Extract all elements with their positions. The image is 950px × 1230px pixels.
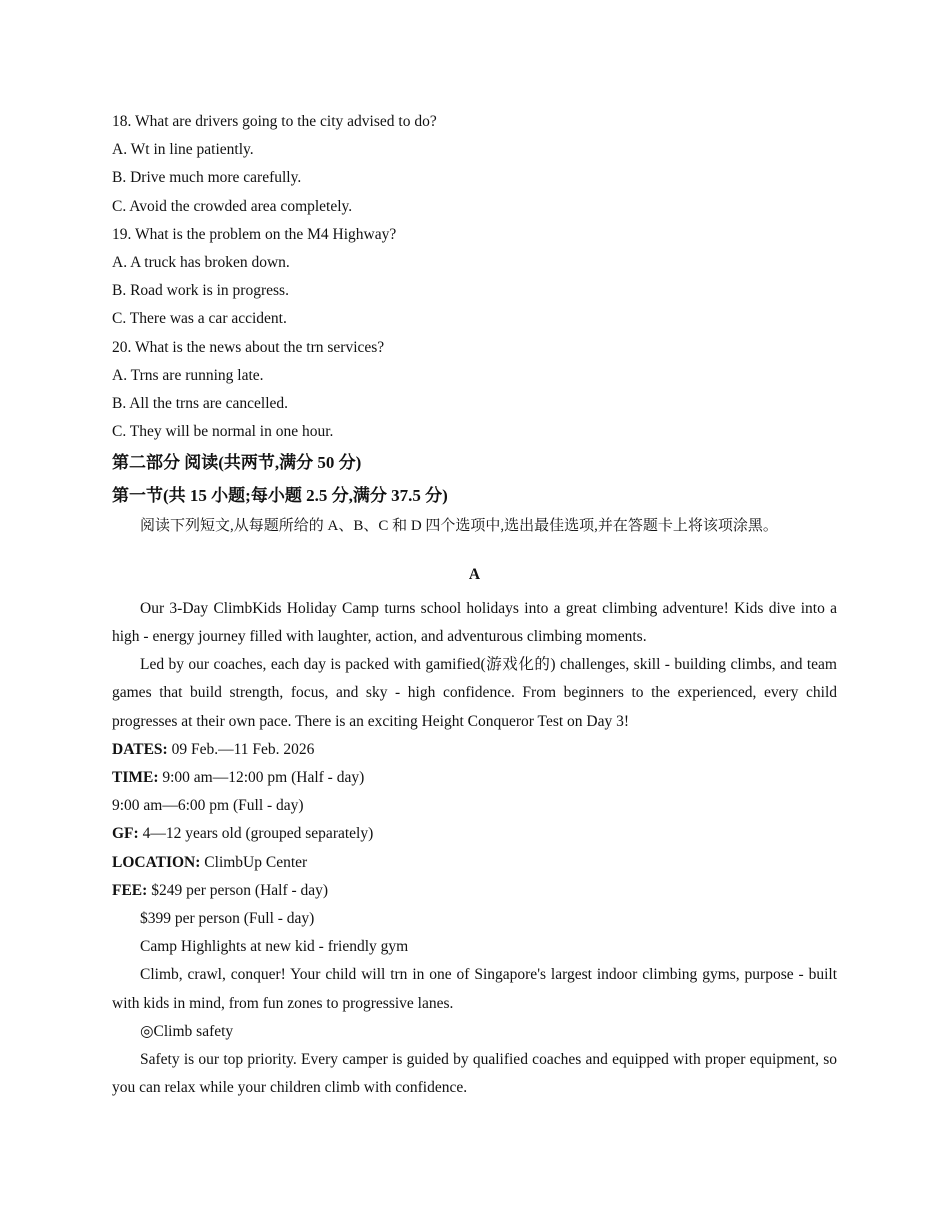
time-label: TIME:: [112, 769, 159, 787]
option-c: C. They will be normal in one hour.: [112, 423, 334, 441]
gf-value: 4—12 years old (grouped separately): [138, 825, 374, 843]
fee-row-2: $399 per person (Full - day): [140, 910, 315, 928]
fee-row: [112, 877, 837, 905]
option-c: C. There was a car accident.: [112, 310, 287, 328]
instruction-text: 阅读下列短文,从每题所给的 A、B、C 和 D 四个选项中,选出最佳选项,并在答题卡上将该项涂黑。: [140, 518, 778, 535]
option-c: C. Avoid the crowded area completely.: [112, 197, 353, 215]
part-title: 第二部分 阅读(共两节,满分 50 分): [112, 453, 362, 473]
location-value: ClimbUp Center: [200, 853, 308, 871]
question-19: [112, 221, 837, 334]
passage-label: A: [468, 565, 481, 583]
fee-value: $249 per person (Half - day): [147, 881, 329, 899]
exam-page: [112, 108, 837, 1103]
time-row-2: 9:00 am—6:00 pm (Full - day): [112, 797, 304, 815]
gf-label: GF:: [112, 825, 139, 843]
dates-row: [112, 736, 837, 764]
option-b: B. All the trns are cancelled.: [112, 395, 289, 413]
fee-label: FEE:: [112, 881, 148, 899]
option-b: B. Road work is in progress.: [112, 282, 289, 300]
passage-paragraph-4: Safety is our top priority. Every camper is guided by qualified coaches and equipped with proper equipment, so you can relax while your children climb with confidence.: [112, 1051, 837, 1097]
location-label: LOCATION:: [112, 853, 201, 871]
option-a: A. A truck has broken down.: [112, 254, 290, 272]
gf-row: [112, 820, 837, 848]
passage-paragraph-1: Our 3-Day ClimbKids Holiday Camp turns school holidays into a great climbing adventure! Kids dive into a high - energy journey filled with laughter, action, and adventurous climbing moments.: [112, 599, 837, 646]
time-value: 9:00 am—12:00 pm (Half - day): [158, 769, 365, 787]
question-stem: 19. What is the problem on the M4 Highway?: [112, 225, 397, 243]
dates-value: 09 Feb.—11 Feb. 2026: [167, 740, 315, 758]
passage-paragraph-3: Climb, crawl, conquer! Your child will trn in one of Singapore's largest indoor climbing gyms, purpose - built with kids in mind, from fun zones to progressive lanes.: [112, 966, 837, 1012]
question-20: [112, 334, 837, 447]
question-stem: 20. What is the news about the trn services?: [112, 338, 385, 356]
option-b: B. Drive much more carefully.: [112, 169, 302, 187]
safety-title: ◎Climb safety: [140, 1022, 234, 1040]
option-a: A. Wt in line patiently.: [112, 141, 254, 159]
option-a: A. Trns are running late.: [112, 366, 264, 384]
location-row: [112, 849, 837, 877]
highlights-title: Camp Highlights at new kid - friendly gym: [140, 938, 409, 956]
time-row: [112, 764, 837, 792]
question-stem: 18. What are drivers going to the city advised to do?: [112, 113, 437, 130]
dates-label: DATES:: [112, 740, 168, 758]
question-18: [112, 108, 837, 221]
passage-paragraph-2: Led by our coaches, each day is packed with gamified(游戏化的) challenges, skill - building climbs, and team games that build strength, focus, and sky - high confidence. From beginners to the experienced, every child progresses at their own pace. There is an exciting Height Conqueror Test on Day 3!: [112, 656, 837, 730]
section-title: 第一节(共 15 小题;每小题 2.5 分,满分 37.5 分): [112, 486, 448, 506]
